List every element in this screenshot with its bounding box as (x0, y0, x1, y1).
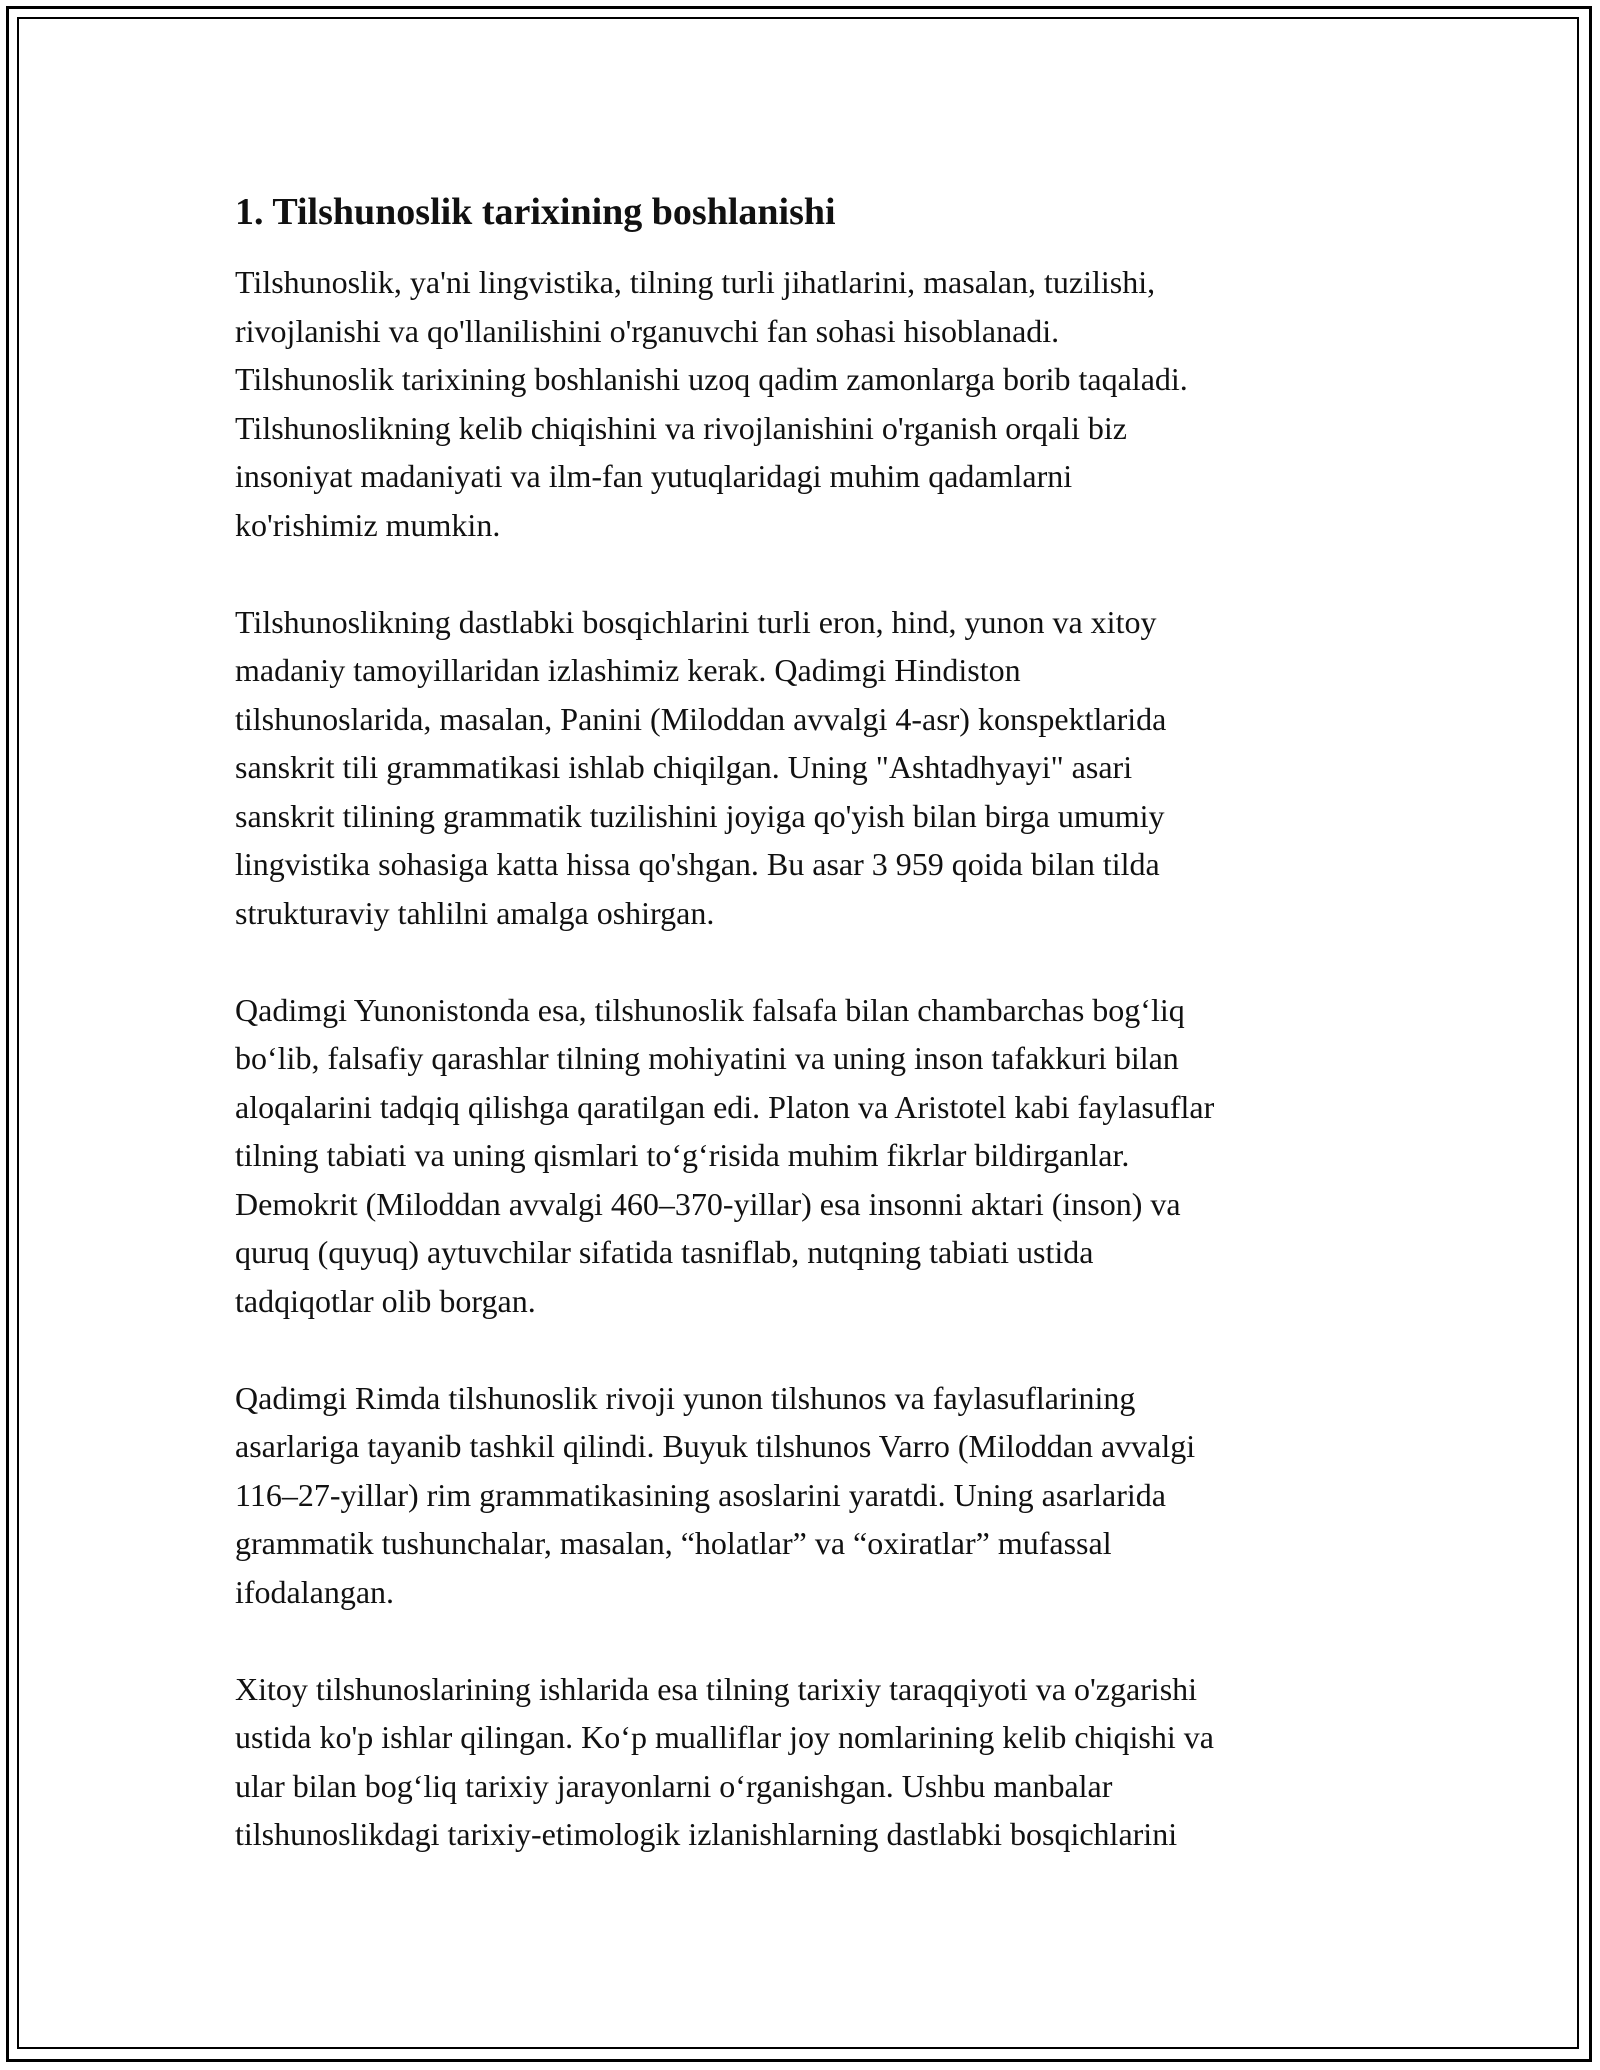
text-line: grammatik tushunchalar, masalan, “holatlar” va “oxiratlar” mufassal (235, 1525, 1112, 1561)
text-line: Qadimgi Yunonistonda esa, tilshunoslik falsafa bilan chambarchas bog‘liq (235, 991, 1185, 1028)
paragraph-1 (235, 258, 1365, 549)
text-line: ifodalangan. (235, 1573, 395, 1610)
text-line: tilshunoslarida, masalan, Panini (Miloddan avvalgi 4-asr) konspektlarida (235, 700, 1167, 737)
text-line: lingvistika sohasiga katta hissa qo'shgan. Bu asar 3 959 qoida bilan tilda (235, 846, 1160, 882)
text-line: aloqalarini tadqiq qilishga qaratilgan edi. Platon va Aristotel kabi faylasuflar (235, 1088, 1215, 1125)
text-line: Tilshunoslik, ya'ni lingvistika, tilning turli jihatlarini, masalan, tuzilishi, (235, 264, 1156, 300)
text-line: 116–27-yillar) rim grammatikasining asoslarini yaratdi. Uning asarlarida (235, 1476, 1166, 1513)
text-line: asarlariga tayanib tashkil qilindi. Buyuk tilshunos Varro (Miloddan avvalgi (235, 1428, 1196, 1464)
text-line: sanskrit tili grammatikasi ishlab chiqilgan. Uning "Ashtadhyayi" asari (235, 749, 1133, 785)
text-line: Xitoy tilshunoslarining ishlarida esa tilning tarixiy taraqqiyoti va o'zgarishi (235, 1670, 1198, 1707)
text-line: sanskrit tilining grammatik tuzilishini joyiga qo'yish bilan birga umumiy (235, 797, 1165, 834)
text-line: Demokrit (Miloddan avvalgi 460–370-yillar) esa insonni aktari (inson) va (235, 1185, 1181, 1222)
paragraph-5 (235, 1665, 1365, 1859)
paragraph-4 (235, 1374, 1365, 1617)
text-line: tilning tabiati va uning qismlari to‘g‘risida muhim fikrlar bildirganlar. (235, 1137, 1130, 1173)
text-line: ko'rishimiz mumkin. (235, 506, 501, 543)
text-line: Qadimgi Rimda tilshunoslik rivoji yunon tilshunos va faylasuflarining (235, 1379, 1136, 1416)
text-line: tadqiqotlar olib borgan. (235, 1282, 536, 1319)
text-line: insoniyat madaniyati va ilm-fan yutuqlaridagi muhim qadamlarni (235, 458, 1073, 494)
text-line: Tilshunoslikning kelib chiqishini va rivojlanishini o'rganish orqali biz (235, 409, 1127, 446)
text-line: madaniy tamoyillaridan izlashimiz kerak. Qadimgi Hindiston (235, 652, 1021, 688)
text-line: rivojlanishi va qo'llanilishini o'rganuvchi fan sohasi hisoblanadi. (235, 312, 1060, 349)
paragraph-2 (235, 598, 1365, 938)
text-line: tilshunoslikdagi tarixiy-etimologik izlanishlarning dastlabki bosqichlarini (235, 1816, 1178, 1852)
section-heading: 1. Tilshunoslik tarixining boshlanishi (235, 191, 836, 233)
text-line: Tilshunoslik tarixining boshlanishi uzoq qadim zamonlarga borib taqaladi. (235, 361, 1188, 397)
text-line: strukturaviy tahlilni amalga oshirgan. (235, 894, 715, 931)
text-line: bo‘lib, falsafiy qarashlar tilning mohiyatini va uning inson tafakkuri bilan (235, 1040, 1179, 1076)
text-line: ular bilan bog‘liq tarixiy jarayonlarni o‘rganishgan. Ushbu manbalar (235, 1767, 1113, 1804)
text-line: ustida ko'p ishlar qilingan. Ko‘p mualliflar joy nomlarining kelib chiqishi va (235, 1719, 1214, 1755)
paragraph-3 (235, 986, 1365, 1326)
document-body (235, 188, 1365, 1907)
text-line: Tilshunoslikning dastlabki bosqichlarini turli eron, hind, yunon va xitoy (235, 603, 1157, 640)
text-line: quruq (quyuq) aytuvchilar sifatida tasniflab, nutqning tabiati ustida (235, 1234, 1094, 1270)
